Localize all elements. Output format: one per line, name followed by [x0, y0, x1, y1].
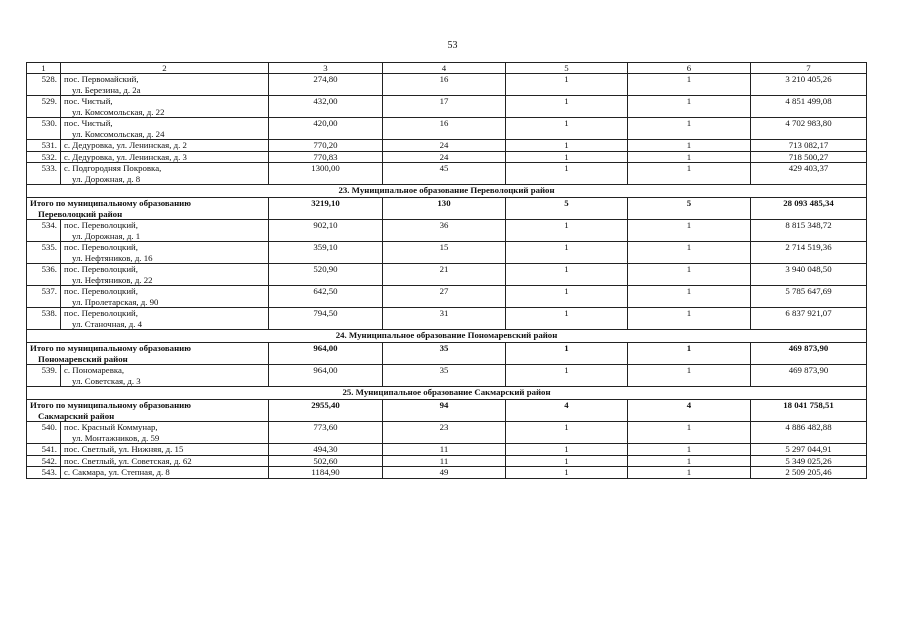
row-number: 537.	[27, 286, 61, 308]
row-address	[61, 118, 269, 140]
row-col6: 1	[628, 422, 751, 444]
total-area: 3219,10	[269, 198, 383, 220]
address-line: ул. Станочная, д. 4	[72, 318, 143, 329]
section-header-row	[27, 387, 867, 400]
row-cost: 3 210 405,26	[751, 74, 867, 96]
row-col5: 1	[506, 220, 628, 242]
row-area: 964,00	[269, 365, 383, 387]
address-line: с. Дедуровка, ул. Ленинская, д. 2	[64, 140, 187, 150]
address-line: с. Подгородняя Покровка,	[64, 163, 162, 173]
row-number: 529.	[27, 96, 61, 118]
row-apartments: 16	[383, 74, 506, 96]
address-line: пос. Переволоцкий,	[64, 220, 138, 230]
column-header: 1	[27, 63, 61, 74]
row-apartments: 45	[383, 163, 506, 185]
total-row	[27, 343, 867, 365]
row-col6: 1	[628, 220, 751, 242]
row-area: 494,30	[269, 444, 383, 456]
row-apartments: 15	[383, 242, 506, 264]
total-col5: 1	[506, 343, 628, 365]
row-cost: 3 940 048,50	[751, 264, 867, 286]
row-col5: 1	[506, 467, 628, 479]
row-col6: 1	[628, 365, 751, 387]
address-line: пос. Красный Коммунар,	[64, 422, 158, 432]
table-row	[27, 308, 867, 330]
total-col6: 5	[628, 198, 751, 220]
table-body	[27, 63, 867, 479]
address-line: пос. Чистый,	[64, 96, 113, 106]
row-area: 359,10	[269, 242, 383, 264]
row-number: 539.	[27, 365, 61, 387]
address-line: ул. Дорожная, д. 1	[72, 230, 141, 241]
total-cost: 28 093 485,34	[751, 198, 867, 220]
address-line: ул. Советская, д. 3	[72, 375, 141, 386]
row-col6: 1	[628, 242, 751, 264]
row-cost: 4 851 499,08	[751, 96, 867, 118]
address-line: с. Пономаревка,	[64, 365, 125, 375]
row-col6: 1	[628, 96, 751, 118]
row-cost: 2 714 519,36	[751, 242, 867, 264]
row-area: 432,00	[269, 96, 383, 118]
total-label	[27, 343, 269, 365]
table-row	[27, 163, 867, 185]
address-line: ул. Нефтяников, д. 16	[72, 252, 153, 263]
address-line: пос. Переволоцкий,	[64, 286, 138, 296]
address-line: ул. Комсомольская, д. 24	[72, 128, 165, 139]
row-area: 642,50	[269, 286, 383, 308]
row-apartments: 31	[383, 308, 506, 330]
row-address	[61, 151, 269, 163]
row-area: 1300,00	[269, 163, 383, 185]
table-row	[27, 264, 867, 286]
total-area: 2955,40	[269, 400, 383, 422]
row-cost: 5 785 647,69	[751, 286, 867, 308]
row-number: 540.	[27, 422, 61, 444]
column-header: 3	[269, 63, 383, 74]
address-line: ул. Дорожная, д. 8	[72, 173, 141, 184]
row-cost: 718 500,27	[751, 151, 867, 163]
table-row	[27, 467, 867, 479]
address-line: Итого по муниципальному образованию	[30, 198, 191, 208]
row-number: 536.	[27, 264, 61, 286]
row-number: 543.	[27, 467, 61, 479]
row-apartments: 49	[383, 467, 506, 479]
address-line: Пономаревский район	[38, 353, 128, 364]
row-address	[61, 74, 269, 96]
row-area: 274,80	[269, 74, 383, 96]
address-line: с. Сакмара, ул. Степная, д. 8	[64, 467, 170, 477]
row-apartments: 23	[383, 422, 506, 444]
row-address	[61, 96, 269, 118]
row-address	[61, 242, 269, 264]
section-header-row	[27, 185, 867, 198]
row-address	[61, 140, 269, 152]
total-label	[27, 198, 269, 220]
total-row	[27, 198, 867, 220]
total-apartments: 130	[383, 198, 506, 220]
total-col5: 5	[506, 198, 628, 220]
address-line: ул. Комсомольская, д. 22	[72, 106, 165, 117]
row-col6: 1	[628, 140, 751, 152]
address-line: ул. Пролетарская, д. 90	[72, 296, 159, 307]
address-line: Итого по муниципальному образованию	[30, 343, 191, 353]
row-cost: 8 815 348,72	[751, 220, 867, 242]
total-area: 964,00	[269, 343, 383, 365]
address-line: пос. Переволоцкий,	[64, 264, 138, 274]
row-cost: 2 509 205,46	[751, 467, 867, 479]
row-address	[61, 220, 269, 242]
column-header: 5	[506, 63, 628, 74]
column-header: 6	[628, 63, 751, 74]
address-line: ул. Монтажников, д. 59	[72, 432, 160, 443]
row-col5: 1	[506, 422, 628, 444]
row-area: 1184,90	[269, 467, 383, 479]
row-number: 530.	[27, 118, 61, 140]
row-address	[61, 308, 269, 330]
row-col6: 1	[628, 163, 751, 185]
row-number: 542.	[27, 455, 61, 467]
row-col6: 1	[628, 467, 751, 479]
address-line: Переволоцкий район	[38, 208, 123, 219]
section-title: 24. Муниципальное образование Пономаревский район	[27, 330, 867, 343]
row-address	[61, 455, 269, 467]
row-apartments: 35	[383, 365, 506, 387]
total-row	[27, 400, 867, 422]
row-cost: 469 873,90	[751, 365, 867, 387]
row-col6: 1	[628, 444, 751, 456]
total-col6: 4	[628, 400, 751, 422]
total-apartments: 35	[383, 343, 506, 365]
row-col6: 1	[628, 264, 751, 286]
row-area: 770,20	[269, 140, 383, 152]
row-apartments: 24	[383, 151, 506, 163]
row-apartments: 16	[383, 118, 506, 140]
table-row	[27, 365, 867, 387]
table-row	[27, 444, 867, 456]
row-col6: 1	[628, 286, 751, 308]
row-col6: 1	[628, 74, 751, 96]
row-col5: 1	[506, 242, 628, 264]
row-col5: 1	[506, 286, 628, 308]
table-row	[27, 242, 867, 264]
row-apartments: 17	[383, 96, 506, 118]
column-header: 7	[751, 63, 867, 74]
table-row	[27, 422, 867, 444]
row-col5: 1	[506, 118, 628, 140]
table-row	[27, 74, 867, 96]
row-col5: 1	[506, 96, 628, 118]
row-area: 520,90	[269, 264, 383, 286]
address-line: пос. Светлый, ул. Советская, д. 62	[64, 455, 192, 466]
row-address	[61, 286, 269, 308]
row-col6: 1	[628, 151, 751, 163]
row-address	[61, 467, 269, 479]
row-col5: 1	[506, 365, 628, 387]
row-cost: 429 403,37	[751, 163, 867, 185]
row-number: 541.	[27, 444, 61, 456]
address-line: с. Дедуровка, ул. Ленинская, д. 3	[64, 151, 187, 162]
total-label	[27, 400, 269, 422]
row-col5: 1	[506, 140, 628, 152]
section-header-row	[27, 330, 867, 343]
address-line: ул. Березина, д. 2а	[72, 84, 141, 95]
address-line: Итого по муниципальному образованию	[30, 400, 191, 410]
row-col5: 1	[506, 74, 628, 96]
total-col5: 4	[506, 400, 628, 422]
section-title: 25. Муниципальное образование Сакмарский район	[27, 387, 867, 400]
row-number: 535.	[27, 242, 61, 264]
row-address	[61, 264, 269, 286]
row-col5: 1	[506, 151, 628, 163]
row-number: 532.	[27, 151, 61, 163]
row-address	[61, 444, 269, 456]
row-apartments: 21	[383, 264, 506, 286]
row-col6: 1	[628, 455, 751, 467]
table-row	[27, 151, 867, 163]
row-address	[61, 163, 269, 185]
column-header: 4	[383, 63, 506, 74]
total-apartments: 94	[383, 400, 506, 422]
table-row	[27, 140, 867, 152]
row-area: 794,50	[269, 308, 383, 330]
address-line: пос. Первомайский,	[64, 74, 139, 84]
row-cost: 4 886 482,88	[751, 422, 867, 444]
total-cost: 18 041 758,51	[751, 400, 867, 422]
row-area: 902,10	[269, 220, 383, 242]
row-number: 534.	[27, 220, 61, 242]
row-apartments: 11	[383, 455, 506, 467]
row-number: 538.	[27, 308, 61, 330]
row-cost: 5 349 025,26	[751, 455, 867, 467]
table-row	[27, 118, 867, 140]
table-row	[27, 455, 867, 467]
total-cost: 469 873,90	[751, 343, 867, 365]
row-area: 770,83	[269, 151, 383, 163]
row-area: 502,60	[269, 455, 383, 467]
row-address	[61, 422, 269, 444]
row-apartments: 36	[383, 220, 506, 242]
row-cost: 4 702 983,80	[751, 118, 867, 140]
address-line: ул. Нефтяников, д. 22	[72, 274, 153, 285]
row-number: 533.	[27, 163, 61, 185]
address-line: пос. Переволоцкий,	[64, 242, 138, 252]
address-line: пос. Переволоцкий,	[64, 308, 138, 318]
row-cost: 6 837 921,07	[751, 308, 867, 330]
row-col6: 1	[628, 118, 751, 140]
row-apartments: 27	[383, 286, 506, 308]
row-col5: 1	[506, 455, 628, 467]
row-number: 531.	[27, 140, 61, 152]
row-col6: 1	[628, 308, 751, 330]
address-line: пос. Светлый, ул. Нижняя, д. 15	[64, 444, 184, 454]
column-header: 2	[61, 63, 269, 74]
address-line: пос. Чистый,	[64, 118, 113, 128]
row-col5: 1	[506, 308, 628, 330]
address-line: Сакмарский район	[38, 410, 115, 421]
row-apartments: 11	[383, 444, 506, 456]
row-cost: 5 297 044,91	[751, 444, 867, 456]
column-header-row	[27, 63, 867, 74]
housing-table	[26, 62, 867, 479]
table-row	[27, 96, 867, 118]
table-row	[27, 220, 867, 242]
row-apartments: 24	[383, 140, 506, 152]
row-col5: 1	[506, 163, 628, 185]
row-cost: 713 082,17	[751, 140, 867, 152]
total-col6: 1	[628, 343, 751, 365]
table-row	[27, 286, 867, 308]
row-number: 528.	[27, 74, 61, 96]
row-address	[61, 365, 269, 387]
row-area: 773,60	[269, 422, 383, 444]
row-col5: 1	[506, 264, 628, 286]
row-area: 420,00	[269, 118, 383, 140]
section-title: 23. Муниципальное образование Переволоцкий район	[27, 185, 867, 198]
row-col5: 1	[506, 444, 628, 456]
page-number: 53	[447, 40, 458, 51]
